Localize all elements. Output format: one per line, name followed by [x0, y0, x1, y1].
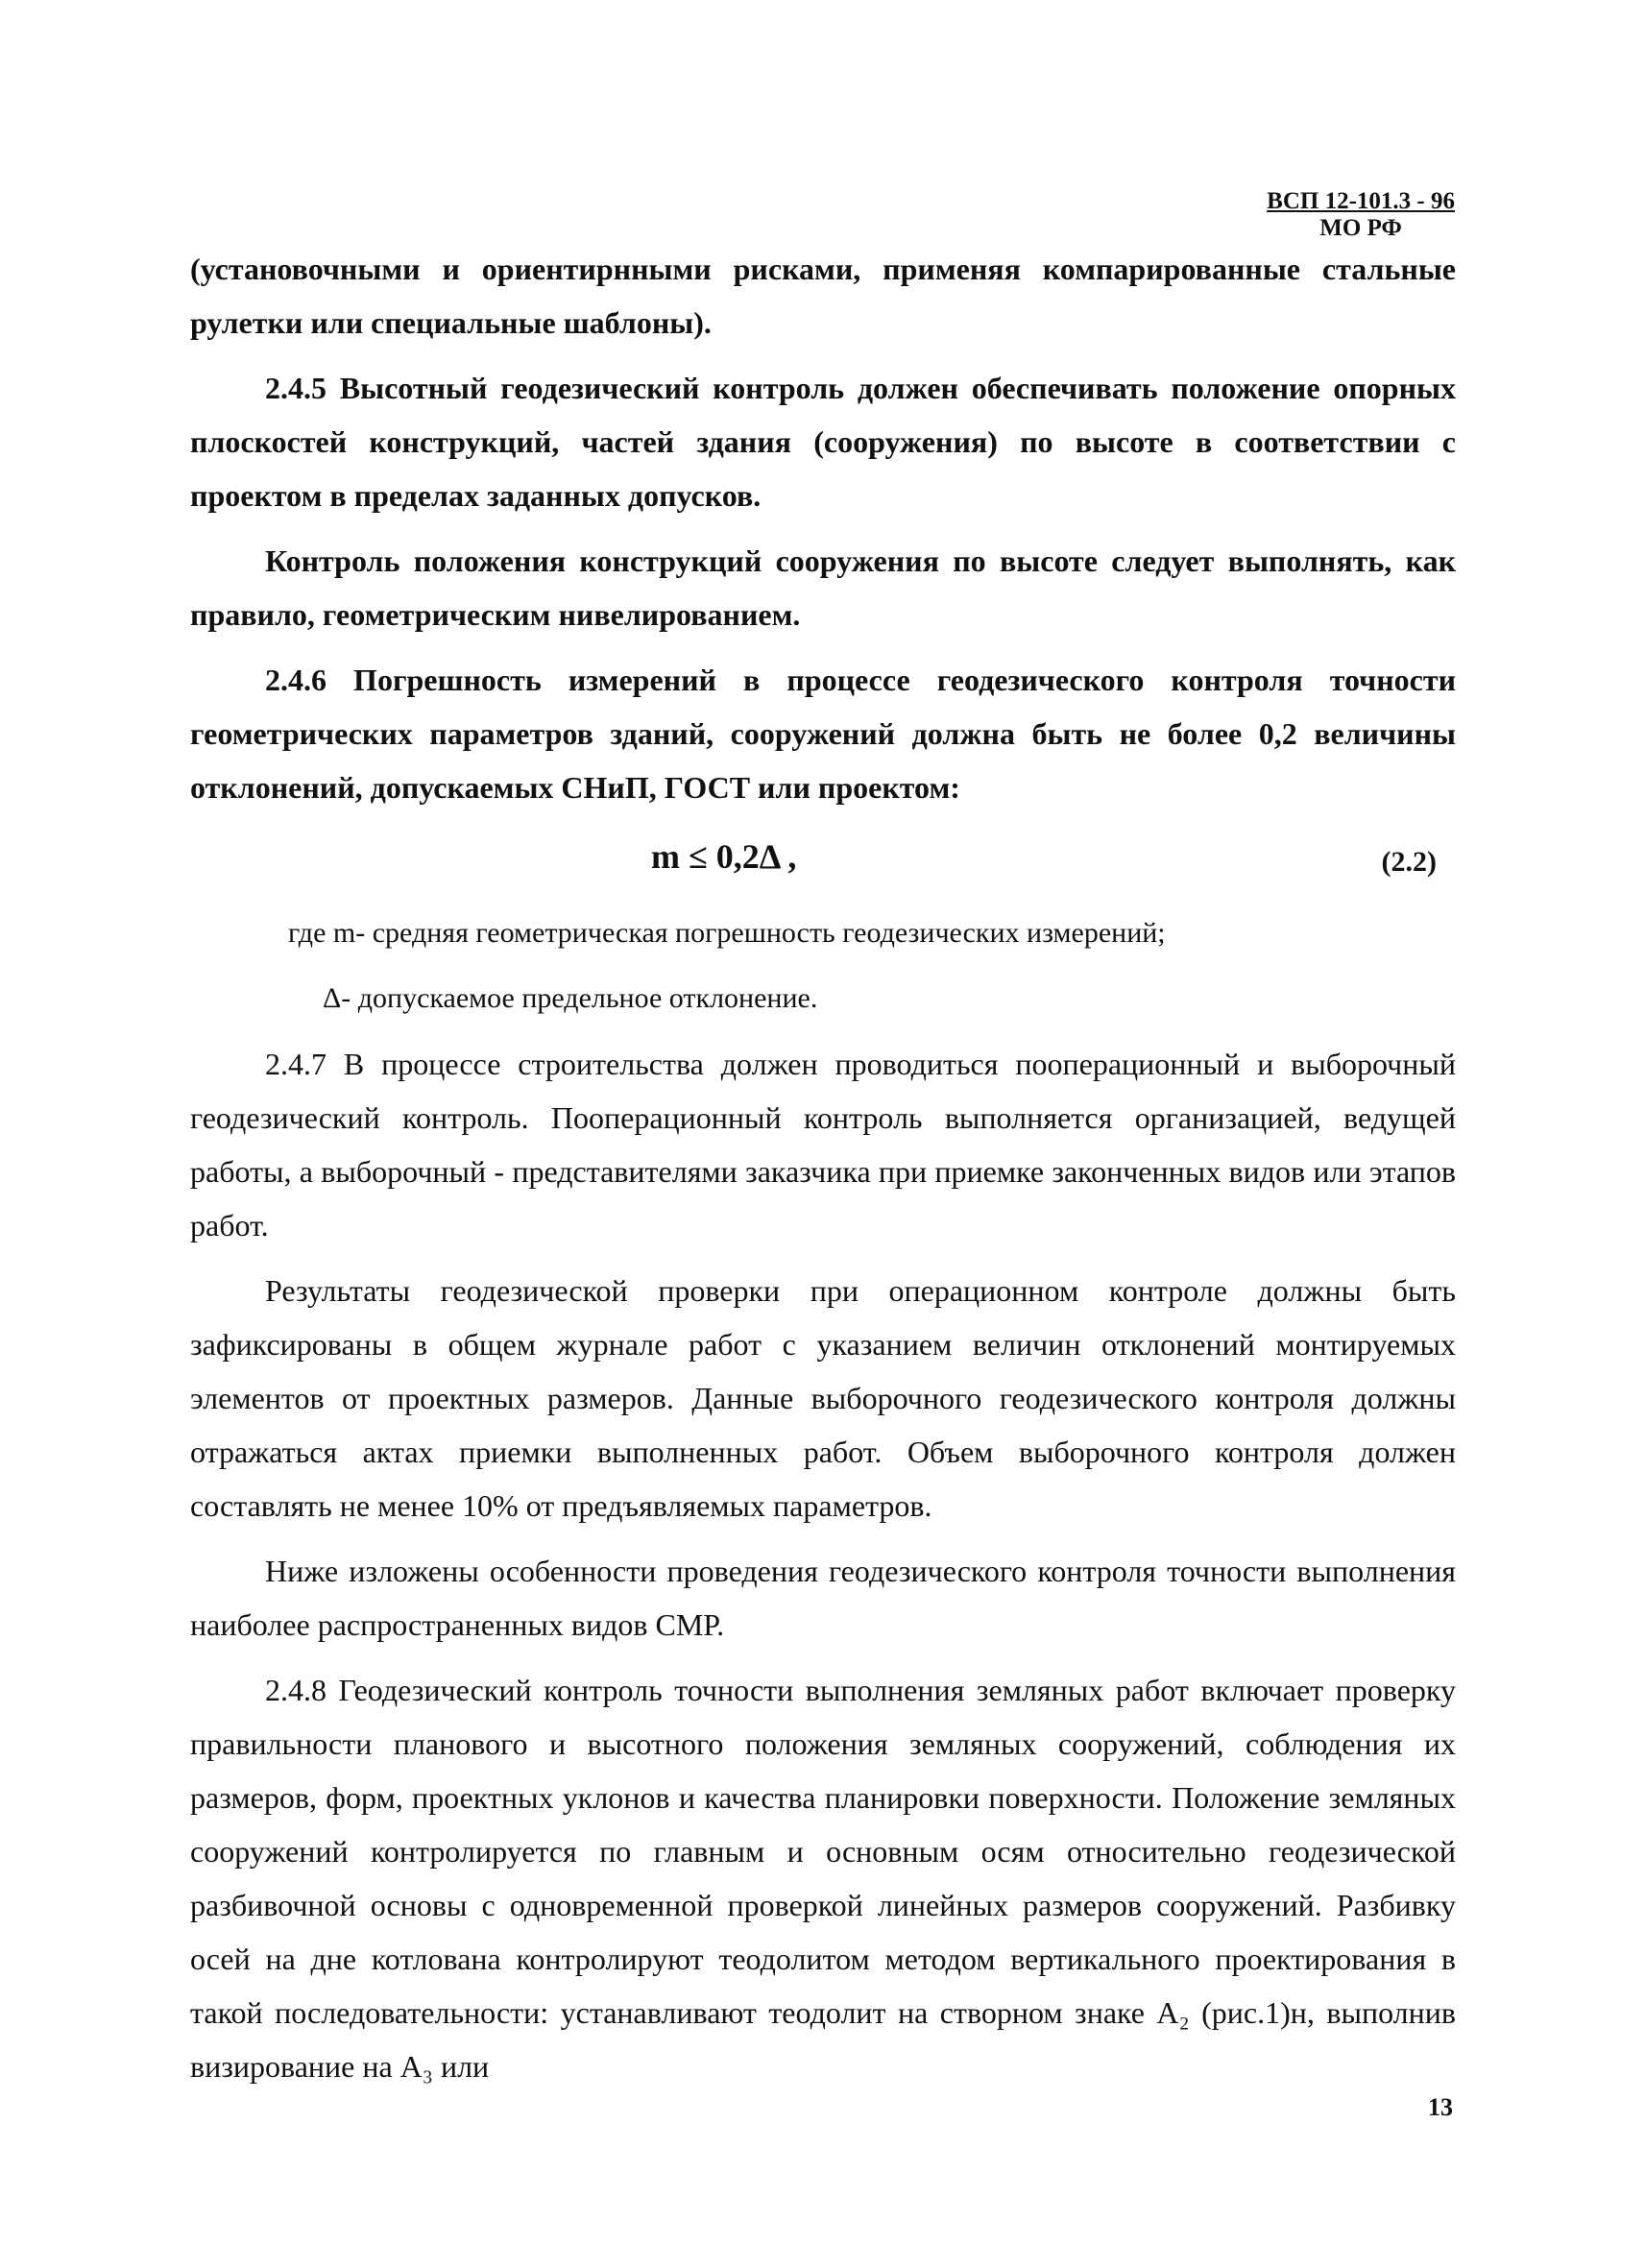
document-code: ВСП 12-101.3 - 96	[1267, 188, 1455, 214]
formula-number: (2.2)	[1381, 846, 1437, 878]
formula-row	[190, 826, 1456, 895]
paragraph-features: Ниже изложены особенности проведения геодезического контроля точности выполнения наиболее распространенных видов СМР.	[190, 1554, 1456, 1642]
definition-delta: Δ- допускаемое предельное отклонение.	[323, 982, 818, 1014]
paragraph-2-4-5: 2.4.5 Высотный геодезический контроль должен обеспечивать положение опорных плоскостей конструкций, частей здания (сооружения) по высоте в соответствии с проектом в пределах заданных допусков.	[190, 371, 1456, 513]
document-body	[190, 242, 1456, 2105]
document-header	[1267, 188, 1455, 242]
paragraph-height-control: Контроль положения конструкций сооружения по высоте следует выполнять, как правило, геометрическим нивелированием.	[190, 543, 1456, 632]
paragraph-2-4-6: 2.4.6 Погрешность измерений в процессе геодезического контроля точности геометрических параметров зданий, сооружений должна быть не более 0,2 величины отклонений, допускаемых СНиП, ГОСТ или проектом:	[190, 663, 1456, 805]
paragraph-continuation: (установочными и ориентирнными рисками, применяя компарированные стальные рулетки или специальные шаблоны).	[190, 252, 1456, 340]
definition-m: где m- средняя геометрическая погрешность геодезических измерений;	[288, 917, 1166, 949]
page-number: 13	[1428, 2093, 1453, 2121]
organization-code: МО РФ	[1319, 215, 1402, 241]
paragraph-results: Результаты геодезической проверки при операционном контроле должны быть зафиксированы в общем журнале работ с указанием величин отклонений монтируемых элементов от проектных размеров. Данные выборочного геодезического контроля должны отражаться актах приемки выполненных работ. Объем выборочного контроля должен составлять не менее 10% от предъявляемых параметров.	[190, 1273, 1456, 1523]
formula-expression: m ≤ 0,2Δ ,	[651, 837, 797, 876]
paragraph-2-4-8: 2.4.8 Геодезический контроль точности выполнения земляных работ включает проверку правильности планового и высотного положения земляных сооружений, соблюдения их размеров, форм, проектных уклонов и качества планировки поверхности. Положение земляных сооружений контролируется по главным и основным осям относительно геодезической разбивочной основы с одновременной проверкой линейных размеров сооружений. Разбивку осей на дне котлована контролируют теодолитом методом вертикального проектирования в такой последовательности: устанавливают теодолит на створном знаке А₂ (рис.1)н, выполнив визирование на А₃ или	[190, 1673, 1456, 2084]
paragraph-2-4-7: 2.4.7 В процессе строительства должен проводиться пооперационный и выборочный геодезический контроль. Пооперационный контроль выполняется организацией, ведущей работы, а выборочный - представителями заказчика при приемке законченных видов или этапов работ.	[190, 1047, 1456, 1243]
